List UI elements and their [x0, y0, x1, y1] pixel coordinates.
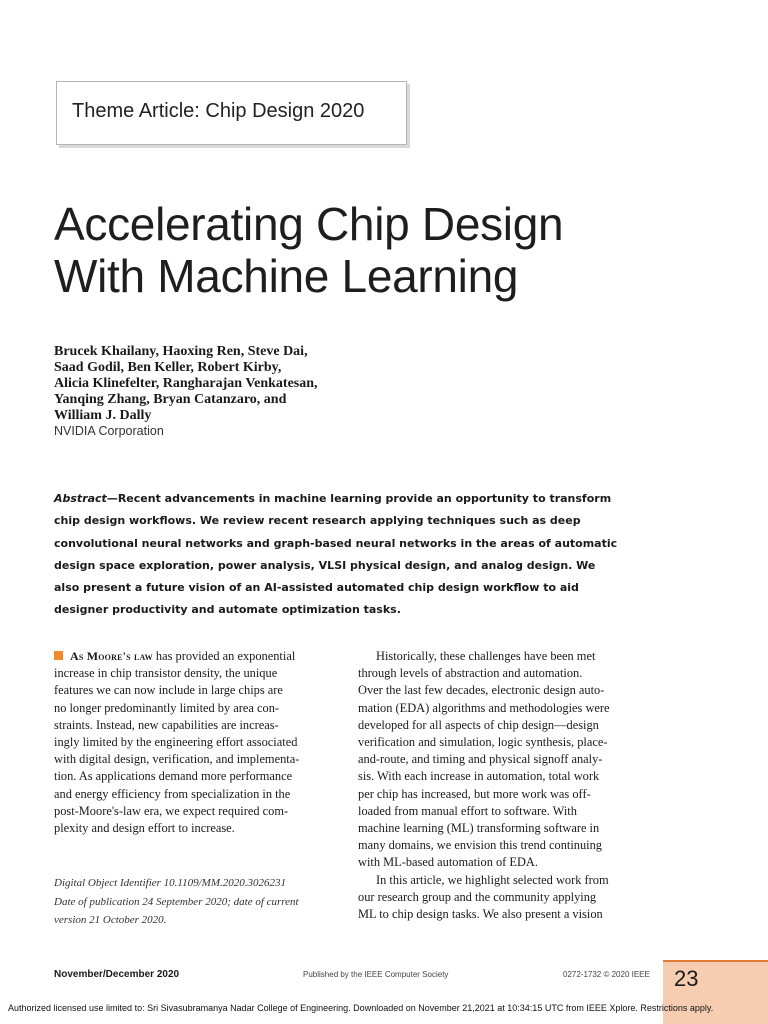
body-line: ingly limited by the engineering effort associated — [54, 735, 298, 750]
body-line: post-Moore's-law era, we expect required com- — [54, 803, 289, 818]
abstract-line: convolutional neural networks and graph-based neural networks in the areas of automatic — [54, 536, 618, 550]
theme-box — [56, 81, 407, 145]
body-line: mation (EDA) algorithms and methodologies were — [358, 700, 610, 715]
body-line: with ML-based automation of EDA. — [358, 855, 538, 870]
section-marker-icon — [54, 651, 63, 660]
body-line: straints. Instead, new capabilities are increas- — [54, 717, 279, 732]
page-number: 23 — [674, 966, 699, 991]
abstract-lead: Abstract — [54, 492, 107, 505]
publisher-line: Published by the IEEE Computer Society — [303, 970, 449, 979]
body-line: and-route, and timing and physical signoff analy- — [358, 752, 603, 767]
license-notice: Authorized licensed use limited to: Sri Sivasubramanya Nadar College of Engineering. Downloaded on November 21,2021 at 10:34:15 UTC from IEEE Xplore. Restrictions apply. — [8, 1003, 714, 1013]
body-line: increase in chip transistor density, the unique — [54, 666, 278, 681]
abstract-line: designer productivity and automate optimization tasks. — [54, 603, 401, 617]
author-line: Saad Godil, Ben Keller, Robert Kirby, — [54, 360, 282, 375]
body-text: has provided an exponential — [152, 649, 296, 663]
body-line: loaded from manual effort to software. With — [358, 803, 577, 818]
article-title — [54, 198, 714, 302]
body-line: features we can now include in large chips are — [54, 683, 283, 698]
abstract-line: also present a future vision of an AI-assisted automated chip design workflow to aid — [54, 581, 579, 595]
author-list — [54, 344, 394, 424]
body-line: no longer predominantly limited by area con- — [54, 700, 280, 715]
abstract — [54, 488, 654, 622]
footnote-line: Digital Object Identifier 10.1109/MM.2020.3026231 — [54, 877, 286, 889]
title-line: Accelerating Chip Design — [54, 198, 564, 250]
body-line: our research group and the community applying — [358, 889, 597, 904]
body-line: ML to chip design tasks. We also present a vision — [358, 907, 603, 922]
body-column-left — [54, 648, 341, 837]
copyright-line: 0272-1732 © 2020 IEEE — [563, 970, 650, 979]
abstract-line: design space exploration, power analysis, VLSI physical design, and analog design. We — [54, 558, 596, 572]
body-line: sis. With each increase in automation, total work — [358, 769, 600, 784]
body-line: many domains, we envision this trend continuing — [358, 838, 602, 853]
body-line: machine learning (ML) transforming software in — [358, 821, 600, 836]
body-line: In this article, we highlight selected work from — [376, 872, 609, 887]
author-line: William J. Dally — [54, 408, 152, 423]
body-line: tion. As applications demand more performance — [54, 769, 293, 784]
body-line: per chip has increased, but more work was off- — [358, 786, 591, 801]
body-line: with digital design, verification, and implementa- — [54, 752, 300, 767]
body-line: through levels of abstraction and automation. — [358, 666, 583, 681]
abstract-line — [54, 488, 654, 510]
footnote-line: version 21 October 2020. — [54, 914, 167, 926]
body-line: plexity and design effort to increase. — [54, 821, 235, 836]
theme-label: Theme Article: Chip Design 2020 — [72, 100, 365, 122]
doi-footnote — [54, 874, 344, 930]
lead-in: As Moore's law — [70, 649, 153, 663]
body-line — [54, 648, 341, 665]
body-line: developed for all aspects of chip design—design — [358, 717, 599, 732]
author-line: Brucek Khailany, Haoxing Ren, Steve Dai, — [54, 344, 308, 359]
abstract-text: —Recent advancements in machine learning provide an opportunity to transform — [106, 492, 612, 505]
body-column-right — [358, 648, 645, 923]
author-line: Yanqing Zhang, Bryan Catanzaro, and — [54, 392, 287, 407]
body-line: verification and simulation, logic synthesis, place- — [358, 735, 608, 750]
body-line: Over the last few decades, electronic design auto- — [358, 683, 605, 698]
abstract-line: chip design workflows. We review recent research applying techniques such as deep — [54, 514, 581, 528]
affiliation: NVIDIA Corporation — [54, 424, 164, 438]
footnote-line: Date of publication 24 September 2020; date of current — [54, 895, 299, 908]
title-line: With Machine Learning — [54, 250, 519, 302]
page-number-box — [663, 960, 768, 1024]
body-line: and energy efficiency from specialization in the — [54, 786, 291, 801]
issue-date: November/December 2020 — [54, 969, 180, 980]
body-line: Historically, these challenges have been met — [376, 649, 596, 663]
author-line: Alicia Klinefelter, Rangharajan Venkatesan, — [54, 376, 318, 391]
